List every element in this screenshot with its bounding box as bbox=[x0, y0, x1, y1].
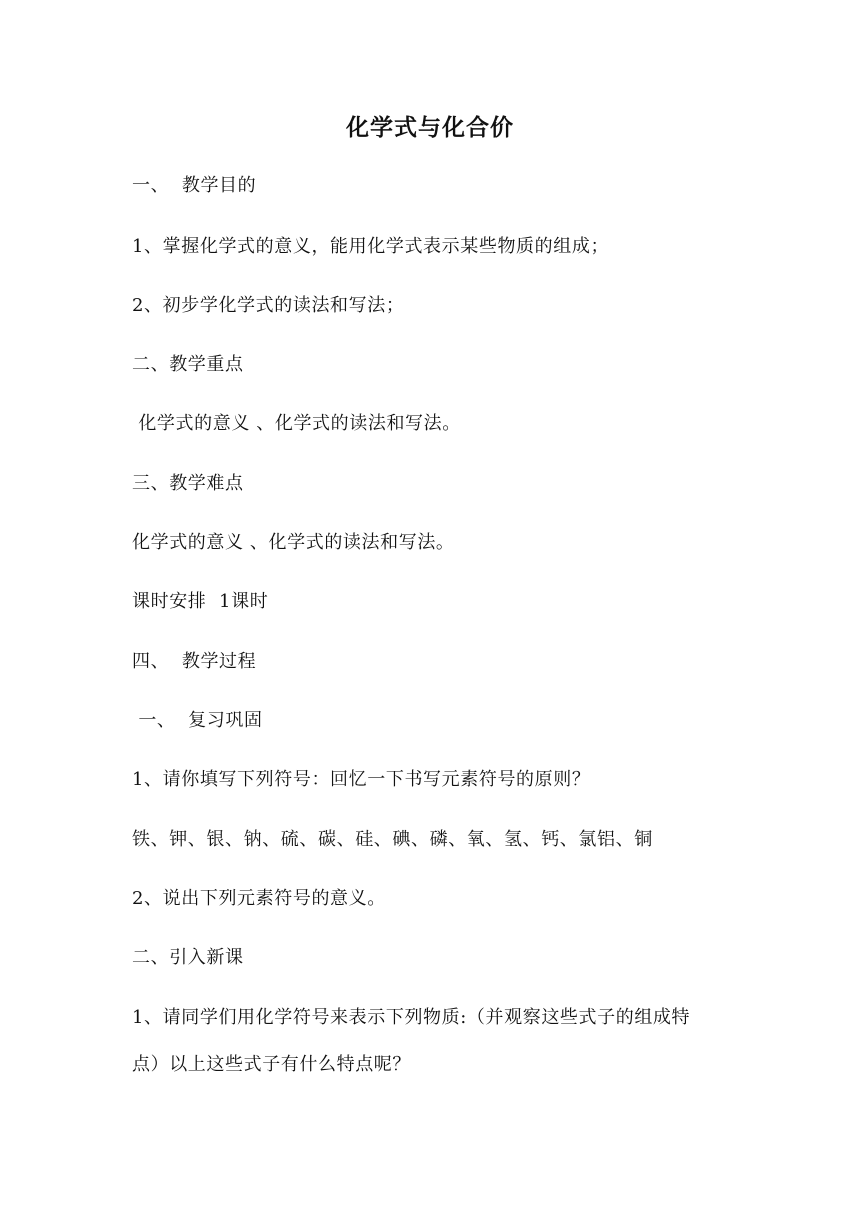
section-heading-teaching-objectives: 一、 教学目的 bbox=[132, 175, 257, 196]
section-heading-teaching-process: 四、 教学过程 bbox=[132, 651, 257, 672]
class-hours-text: 课时安排 1课时 bbox=[132, 591, 269, 612]
review-item-1: 1、请你填写下列符号：回忆一下书写元素符号的原则？ bbox=[132, 769, 591, 790]
element-list: 铁、钾、银、钠、硫、碳、硅、碘、磷、氧、氢、钙、氯铝、铜 bbox=[132, 829, 653, 850]
new-lesson-item-1-continued: 点）以上这些式子有什么特点呢？ bbox=[132, 1054, 411, 1075]
new-lesson-item-1: 1、请同学们用化学符号来表示下列物质:（并观察这些式子的组成特 bbox=[132, 1007, 691, 1028]
section-heading-key-points: 二、教学重点 bbox=[132, 354, 244, 375]
document-title: 化学式与化合价 bbox=[346, 115, 514, 141]
key-points-text: 化学式的意义 、化学式的读法和写法。 bbox=[132, 413, 461, 434]
review-item-2: 2、说出下列元素符号的意义。 bbox=[132, 888, 386, 909]
section-heading-difficult-points: 三、教学难点 bbox=[132, 473, 244, 494]
difficult-points-text: 化学式的意义 、化学式的读法和写法。 bbox=[132, 532, 455, 553]
objective-item-1: 1、掌握化学式的意义，能用化学式表示某些物质的组成； bbox=[132, 236, 610, 257]
subsection-heading-new-lesson: 二、引入新课 bbox=[132, 947, 244, 968]
subsection-heading-review: 一、 复习巩固 bbox=[132, 710, 263, 731]
objective-item-2: 2、初步学化学式的读法和写法； bbox=[132, 295, 405, 316]
